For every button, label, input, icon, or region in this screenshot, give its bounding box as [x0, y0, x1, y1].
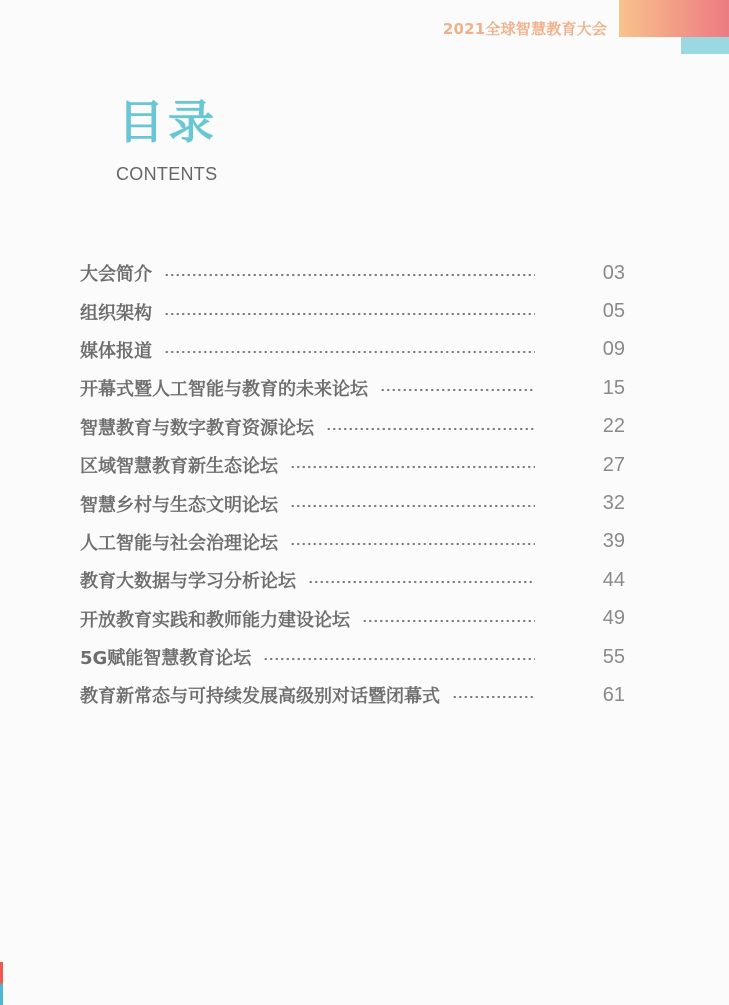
- toc-entry[interactable]: [80, 523, 625, 561]
- toc-entry-label: 组织架构: [80, 302, 152, 324]
- toc-entry-label: 区域智慧教育新生态论坛: [80, 456, 278, 478]
- toc-leader-dots: [362, 620, 535, 622]
- toc-entry-page: 39: [602, 530, 625, 553]
- toc-entry-page: 09: [602, 338, 625, 361]
- toc-entry-label: 媒体报道: [80, 340, 152, 362]
- toc-subtitle: CONTENTS: [116, 164, 218, 184]
- toc-entry-label: 开放教育实践和教师能力建设论坛: [80, 609, 350, 631]
- toc-leader-dots: [308, 581, 535, 583]
- toc-leader-dots: [164, 351, 535, 353]
- toc-entry[interactable]: [80, 676, 625, 714]
- toc-entry[interactable]: [80, 331, 625, 369]
- toc-list: [80, 254, 625, 715]
- toc-entry-label: 智慧教育与数字教育资源论坛: [80, 417, 314, 439]
- toc-title: 目录: [118, 95, 218, 149]
- toc-entry-page: 03: [602, 261, 625, 284]
- toc-leader-dots: [326, 428, 535, 430]
- toc-entry[interactable]: [80, 292, 625, 330]
- toc-entry[interactable]: [80, 254, 625, 292]
- edge-color-mark: [0, 962, 3, 1005]
- toc-leader-dots: [164, 274, 535, 276]
- toc-entry-page: 44: [602, 568, 625, 591]
- toc-entry-page: 22: [602, 415, 625, 438]
- toc-entry-page: 15: [602, 376, 625, 399]
- toc-entry[interactable]: [80, 369, 625, 407]
- toc-entry-label: 教育大数据与学习分析论坛: [80, 571, 296, 593]
- toc-entry[interactable]: [80, 408, 625, 446]
- toc-leader-dots: [164, 313, 535, 315]
- toc-entry-label: 开幕式暨人工智能与教育的未来论坛: [80, 379, 368, 401]
- toc-leader-dots: [290, 543, 535, 545]
- toc-entry-page: 32: [602, 492, 625, 515]
- toc-entry[interactable]: [80, 638, 625, 676]
- toc-leader-dots: [380, 389, 535, 391]
- toc-leader-dots: [290, 466, 535, 468]
- toc-entry[interactable]: [80, 600, 625, 638]
- toc-entry-page: 61: [602, 683, 625, 706]
- toc-leader-dots: [263, 658, 535, 660]
- toc-entry-page: 49: [602, 607, 625, 630]
- toc-leader-dots: [290, 505, 535, 507]
- toc-entry[interactable]: [80, 446, 625, 484]
- toc-entry[interactable]: [80, 561, 625, 599]
- toc-entry-label: 教育新常态与可持续发展高级别对话暨闭幕式: [80, 686, 440, 708]
- toc-entry[interactable]: [80, 484, 625, 522]
- toc-entry-page: 27: [602, 453, 625, 476]
- toc-entry-label: 人工智能与社会治理论坛: [80, 532, 278, 554]
- corner-gradient-block: [619, 0, 729, 37]
- toc-entry-page: 55: [602, 645, 625, 668]
- toc-entry-label: 大会简介: [80, 264, 152, 286]
- event-title: 2021全球智慧教育大会: [442, 20, 607, 38]
- toc-leader-dots: [452, 696, 535, 698]
- toc-entry-label: 5G赋能智慧教育论坛: [80, 648, 252, 670]
- corner-teal-block: [681, 37, 729, 54]
- toc-entry-label: 智慧乡村与生态文明论坛: [80, 494, 278, 516]
- toc-entry-page: 05: [602, 300, 625, 323]
